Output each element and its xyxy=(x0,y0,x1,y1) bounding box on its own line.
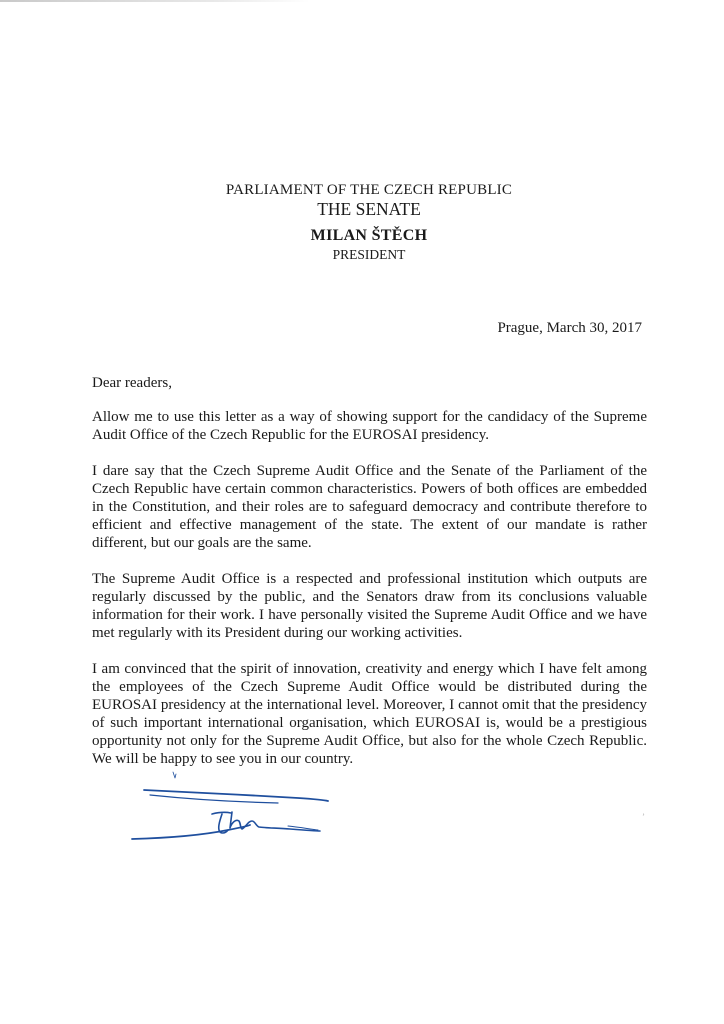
scan-speck: ʼ xyxy=(642,812,645,822)
paragraph-3: The Supreme Audit Office is a respected and professional institution which outputs are regularly discussed by the public, and the Senators draw from its conclusions valuable information for their work. I have personally visited the Supreme Audit Office and we have met regularly with its President during our working activities. xyxy=(92,571,647,641)
letter-body xyxy=(92,408,647,786)
paragraph-2: I dare say that the Czech Supreme Audit Office and the Senate of the Parliament of the Czech Republic have certain common characteristics. Powers of both offices are embedded in the Constitution, and their roles are to safeguard democracy and contribute therefore to efficient and effective management of the state. The extent of our mandate is rather different, but our goals are the same. xyxy=(92,463,647,551)
letterhead-parliament: PARLIAMENT OF THE CZECH REPUBLIC xyxy=(225,182,513,198)
signature-strokes xyxy=(132,772,328,839)
letterhead xyxy=(0,181,724,263)
letterhead-senate: THE SENATE xyxy=(317,199,421,219)
letterhead-president-name: MILAN ŠTĚCH xyxy=(310,227,428,244)
handwritten-signature xyxy=(128,768,348,850)
salutation: Dear readers, xyxy=(92,375,172,391)
paragraph-4: I am convinced that the spirit of innovation, creativity and energy which I have felt among the employees of the Czech Supreme Audit Office would be distributed during the EUROSAI presidency at the international level. Moreover, I cannot omit that the presidency of such important international organisation, which EUROSAI is, would be a prestigious opportunity not only for the Supreme Audit Office, but also for the whole Czech Republic. We will be happy to see you in our country. xyxy=(92,661,647,767)
scan-edge xyxy=(0,0,310,2)
paragraph-1: Allow me to use this letter as a way of showing support for the candidacy of the Supreme Audit Office of the Czech Republic for the EUROSAI presidency. xyxy=(92,409,647,443)
letter-date: Prague, March 30, 2017 xyxy=(497,320,642,336)
letterhead-president-title: PRESIDENT xyxy=(332,247,406,262)
